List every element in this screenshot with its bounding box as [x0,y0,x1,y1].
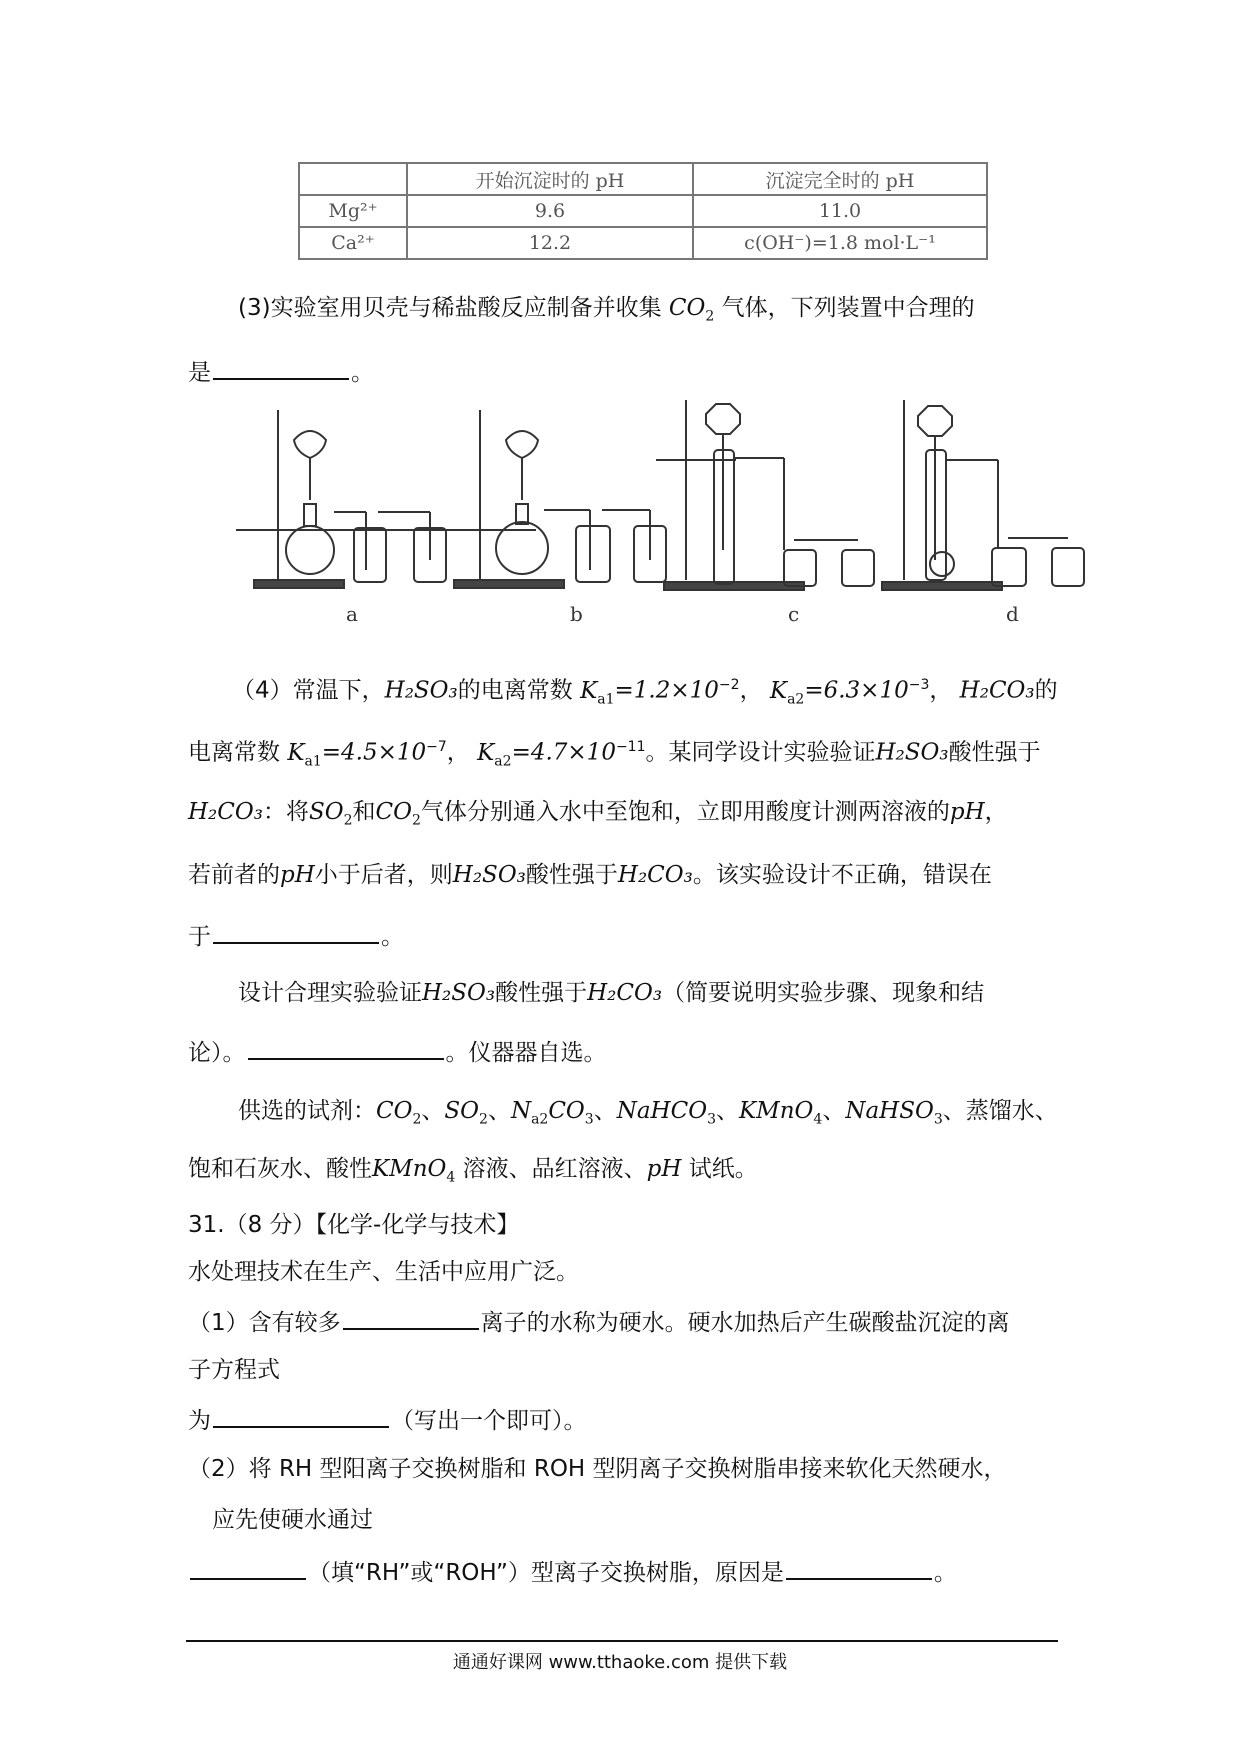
table-row [299,195,987,227]
table-cell-start: 12.2 [407,227,693,259]
ph-table [298,162,988,260]
table-cell-ion: Ca²⁺ [299,227,407,259]
answer-blank[interactable] [786,1556,932,1580]
apparatus-c [656,400,874,590]
apparatus-d [882,400,1084,590]
answer-blank[interactable] [213,920,379,944]
q4-line5: 于 。 [188,920,404,952]
q4-line2: 电离常数 $K_{a1}=4.5\times 10^{-7}$， $K_{a2}=4.7\times 10^{-11}$。某同学设计实验验证H₂SO₃酸性强于 [188,739,1041,770]
q3-line1: (3)实验室用贝壳与稀盐酸反应制备并收集 $CO_2$ 气体，下列装置中合理的 [238,295,975,325]
table-cell-complete: 11.0 [693,195,987,227]
q31-part1-line3: 为 （写出一个即可）。 [188,1404,587,1436]
answer-blank[interactable] [213,1404,389,1428]
q4-line6: 设计合理实验验证H₂SO₃酸性强于H₂CO₃（简要说明实验步骤、现象和结 [238,980,985,1006]
answer-blank[interactable] [190,1556,306,1580]
table-header-cell: 沉淀完全时的 pH [693,163,987,195]
q31-part2-line1: （2）将 RH 型阳离子交换树脂和 ROH 型阴离子交换树脂串接来软化天然硬水， [188,1456,1007,1482]
apparatus-b [454,410,666,588]
apparatus-label-d: d [1006,602,1019,626]
q3-line2: 是 。 [188,356,374,388]
table-header-row [299,163,987,195]
table-header-cell: 开始沉淀时的 pH [407,163,693,195]
q4-line3: H₂CO₃：将$SO_2$和$CO_2$气体分别通入水中至饱和，立即用酸度计测两溶液的pH， [188,799,1008,829]
q4-line8: 供选的试剂：$CO_2$、$SO_2$、$N_{a2}CO_3$、NaHCO$_3$、KMnO$_4$、NaHSO$_3$、蒸馏水、 [238,1098,1058,1128]
q31-intro: 水处理技术在生产、生活中应用广泛。 [188,1259,579,1285]
q31-part1-line1: （1）含有较多 离子的水称为硬水。硬水加热后产生碳酸盐沉淀的离 [188,1306,1010,1338]
apparatus-label-b: b [570,602,583,626]
q31-part2-line2: 应先使硬水通过 [212,1507,373,1533]
answer-blank[interactable] [248,1036,444,1060]
table-cell-ion: Mg²⁺ [299,195,407,227]
table-header-cell [299,163,407,195]
q4-line1: （4）常温下，H₂SO₃的电离常数 $K_{a1}=1.2\times 10^{-2}$， $K_{a2}=6.3\times 10^{-3}$， H₂CO₃的 [232,677,1058,708]
apparatus-figure [236,400,1126,650]
table-cell-start: 9.6 [407,195,693,227]
q31-part2-line3: （填“RH”或“ROH”）型离子交换树脂，原因是 。 [188,1556,957,1588]
q31-part1-line2: 子方程式 [188,1357,280,1383]
apparatus-a [236,410,536,588]
footer-text: 通通好课网 www.tthaoke.com 提供下载 [452,1652,788,1673]
q4-line9: 饱和石灰水、酸性KMnO$_4$ 溶液、品红溶液、pH 试纸。 [188,1156,758,1186]
apparatus-label-c: c [788,602,800,626]
apparatus-label-a: a [346,602,358,626]
answer-blank[interactable] [343,1306,479,1330]
table-cell-complete: c(OH⁻)=1.8 mol·L⁻¹ [693,227,987,259]
q4-line7: 论）。 。仪器器自选。 [188,1036,607,1068]
q31-title: 31.（8 分）【化学-化学与技术】 [188,1212,520,1238]
table-row [299,227,987,259]
q4-line4: 若前者的pH小于后者，则H₂SO₃酸性强于H₂CO₃。该实验设计不正确，错误在 [188,862,992,888]
answer-blank[interactable] [213,356,349,380]
footer-rule [186,1640,1058,1642]
